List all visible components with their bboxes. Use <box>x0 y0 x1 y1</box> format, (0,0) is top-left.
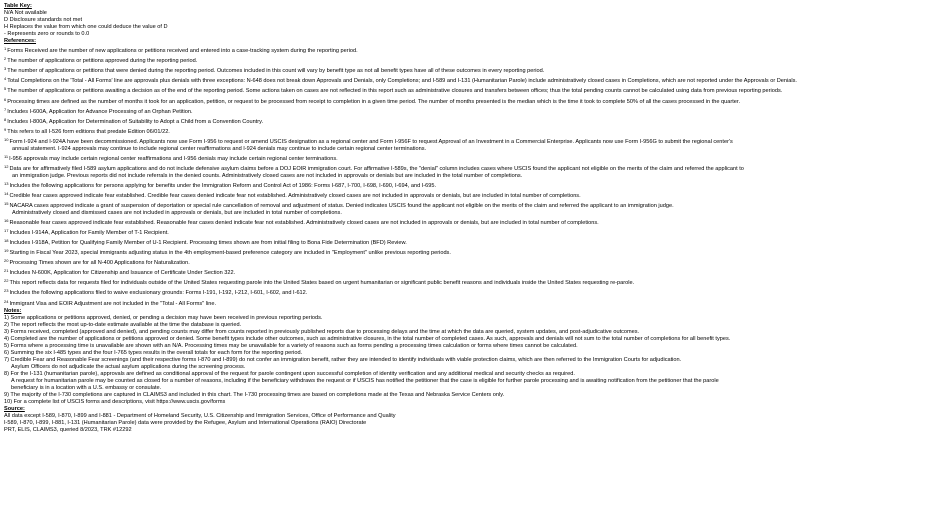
reference-text: Includes I-914A, Application for Family Member of T-1 Recipient. <box>9 230 169 237</box>
reference-item <box>4 298 932 308</box>
reference-number: 14 <box>4 190 9 196</box>
reference-number: 24 <box>4 298 9 304</box>
reference-number: 16 <box>4 218 9 224</box>
note-item: 7) Credible Fear and Reasonable Fear screenings (and their respective forms I-870 and I-899) do not confer an immigration benefit, rather they are intended to identify individuals with viable protection claims, which are then referred to the Immigration Courts for adjudication. <box>4 356 682 363</box>
reference-item <box>4 75 932 85</box>
reference-text: I-956 approvals may include certain regional center reaffirmations and I-956 denials may include certain regional center terminations. <box>9 155 338 162</box>
table-key-heading: Table Key: <box>4 3 32 9</box>
table-key-item: - Represents zero or rounds to 0.0 <box>4 31 90 38</box>
reference-item <box>4 277 932 287</box>
reference-text: Total Completions on the 'Total - All Forms' line are approvals plus denials with three exceptions: N-648 does not break down Approvals and Denials, only Completions; and I-589 and I-131 (Humanitarian Parole) include administratively closed cases in Completions, which are not reported under the Approvals or Denials. <box>7 78 797 85</box>
reference-item <box>4 200 932 210</box>
reference-text: Includes I-800A, Application for Determination of Suitability to Adopt a Child from a Convention Country. <box>7 118 264 125</box>
reference-text: Reasonable fear cases approved indicate fear established. Reasonable fear cases denied indicate fear not established. Administratively closed cases are not included in approvals or denials, but are included in total number of completions. <box>9 220 599 227</box>
reference-number: 11 <box>4 153 9 159</box>
reference-number: 7 <box>4 106 7 112</box>
note-item: 9) The majority of the I-730 completions are captured in CLAIMS3 and included in this chart. The I-730 processing times are based on completions made at the Texas and Nebraska Service Centers only. <box>4 392 505 399</box>
reference-number: 17 <box>4 228 9 234</box>
reference-number: 18 <box>4 238 9 244</box>
notes-heading: Notes: <box>4 307 22 314</box>
references-heading: References: <box>4 38 37 45</box>
reference-text: Starting in Fiscal Year 2023, special immigrants adjusting status in the 4th employment-based preference category are included in "Employment" unlike previous reporting periods. <box>9 250 451 257</box>
note-item: 3) Forms received, completed (approved and denied), and pending counts may differ from counts reported in previously published reports due to processing delays and the time at which the data are queried, system updates, and post-adjudicative outcomes. <box>4 328 640 335</box>
references-list <box>4 45 932 307</box>
note-item: 6) Summing the six I-485 types and the four I-765 types results in the overall totals for each form for the reporting period. <box>4 349 303 356</box>
reference-item <box>4 106 932 116</box>
reference-number: 22 <box>4 278 9 284</box>
reference-text: Includes the following applications for persons applying for benefits under the Immigration Reform and Control Act of 1986: Forms I-687, I-700, I-698, I-690, I-694, and I-695. <box>9 182 437 189</box>
table-key-item: H Replaces the value from which one could deduce the value of D <box>4 24 168 31</box>
reference-item <box>4 136 932 146</box>
note-item: 8) For the I-131 (humanitarian parole), approvals are defined as conditional approval of the request for parole contingent upon successful completion of identity verification and any additional medical and security checks as required. <box>4 370 575 377</box>
reference-item <box>4 267 932 277</box>
reference-continuation: annual statement. I-924 approvals may continue to include regional center reaffirmations and I-924 denials may continue to include certain regional center terminations. <box>12 145 427 152</box>
note-item: 4) Completed are the number of applications or petitions approved or denied. Some benefit types include other outcomes, such as administrative closures, in the total number of completed cases. As such, approvals and denials will not sum to the total number of completions for all benefit types. <box>4 335 731 342</box>
reference-item <box>4 247 932 257</box>
reference-number: 21 <box>4 268 9 274</box>
reference-number: 2 <box>4 56 7 62</box>
reference-text: The number of applications or petitions approved during the reporting period. <box>7 58 198 65</box>
reference-item <box>4 217 932 227</box>
note-continuation: A request for humanitarian parole may be counted as closed for a number of reasons, including if the beneficiary withdraws the request or if USCIS has notified the petitioner that the case is eligible for further parole processing and is awaiting notification from the petitioner that the parole <box>11 378 719 385</box>
table-key-item: D Disclosure standards not met <box>4 17 83 24</box>
reference-text: Includes the following applications filed to waive exclusionary grounds: Forms I-191, I-192, I-212, I-601, I-602, and I-612. <box>9 290 308 297</box>
source-line: All data except I-589, I-870, I-899 and I-881 - Department of Homeland Security, U.S. Citizenship and Immigration Services, Office of Performance and Quality <box>4 413 396 420</box>
reference-text: Data are for affirmatively filed I-589 asylum applications and do not include defensive asylum claims before a DOJ EOIR immigration court. For affirmative I-589s, the "denial" column includes cases where USCIS found the applicant not eligible on the merits of the claim and referred the applicant to <box>9 165 744 172</box>
reference-text: The number of applications or petitions that were denied during the reporting period. Outcomes included in this count will vary by benefit type as not all benefit types have all of these outcomes in every reporting period. <box>7 68 545 75</box>
reference-item <box>4 96 932 106</box>
reference-text: The number of applications or petitions awaiting a decision as of the end of the reporting period. Some actions taken on cases are not reflected in this report such as administrative closures and transfers between offices; thus the total pending counts cannot be calculated using data from previous reporting periods. <box>7 88 783 95</box>
table-key-section <box>4 3 932 38</box>
notes-list <box>4 315 932 407</box>
reference-item <box>4 227 932 237</box>
reference-item <box>4 180 932 190</box>
reference-number: 4 <box>4 76 7 82</box>
reference-item <box>4 126 932 136</box>
source-line: I-589, I-870, I-899, I-881, I-131 (Humanitarian Parole) data were provided by the Refugee, Asylum and International Operations (RAIO) Directorate <box>4 420 367 427</box>
reference-text: Immigrant Visa and EOIR Adjustment are not included in the "Total - All Forms" line. <box>9 300 217 307</box>
note-item: 5) Forms where a processing time is unavailable are shown with an N/A. Processing times may be unavailable for a variety of reasons such as forms pending a processing times calculation or forms where times cannot be calculated. <box>4 342 578 349</box>
reference-number: 9 <box>4 126 7 132</box>
reference-number: 8 <box>4 116 7 122</box>
reference-item <box>4 163 932 173</box>
reference-text: Credible fear cases approved indicate fear established. Credible fear cases denied indicate fear not established. Administratively closed cases are not included in approvals or denials, but are included in total number of completions. <box>9 192 581 199</box>
reference-number: 1 <box>4 46 7 52</box>
reference-number: 23 <box>4 288 9 294</box>
reference-item <box>4 153 932 163</box>
reference-item <box>4 190 932 200</box>
reference-continuation: an immigration judge. Previous reports did not include referrals in the denied counts. Administratively closed cases are not included in approvals or denials but are included in the total number of completions. <box>12 172 523 179</box>
reference-text: NACARA cases approved indicate a grant of suspension of deportation or special rule cancellation of removal and adjustment of status. Denied indicates USCIS found the applicant not eligible on the merits of the claim and referred the applicant to an immigration judge. <box>9 203 674 210</box>
reference-number: 3 <box>4 66 7 72</box>
source-line: PRT, ELIS, CLAIMS3, queried 8/2023, TRK #12292 <box>4 427 132 434</box>
note-item: 10) For a complete list of USCIS forms and descriptions, visit https://www.uscis.gov/forms <box>4 399 226 406</box>
note-item: 1) Some applications or petitions approved, denied, or pending a decision may have been received in previous reporting periods. <box>4 314 323 321</box>
reference-text: Includes N-600K, Application for Citizenship and Issuance of Certificate Under Section 322. <box>9 270 236 277</box>
note-continuation: beneficiary is in a location with a U.S. embassy or consulate. <box>11 385 162 392</box>
reference-text: This report reflects data for requests filed for individuals outside of the United States requesting parole into the United States based on urgent humanitarian or significant public benefit reasons and individuals inside the United States requesting re-parole. <box>9 280 635 287</box>
references-section <box>4 38 932 307</box>
reference-text: Includes I-600A, Application for Advance Processing of an Orphan Petition. <box>7 108 193 115</box>
note-continuation: Asylum Officers do not adjudicate the actual asylum applications during the screening process. <box>11 363 246 370</box>
reference-item <box>4 65 932 75</box>
reference-item <box>4 237 932 247</box>
reference-text: Forms Received are the number of new applications or petitions received and entered into a case-tracking system during the reporting period. <box>7 48 358 55</box>
reference-number: 13 <box>4 180 9 186</box>
reference-text: Processing times are defined as the number of months it took for an application, petition, or request to be processed from receipt to completion in a given time period. The number of months presented is the median which is the time it took to complete 50% of all the cases processed in the quarter. <box>7 98 740 105</box>
reference-number: 12 <box>4 163 9 169</box>
table-key-item: N/A Not available <box>4 10 47 17</box>
reference-text: Form I-924 and I-924A have been decommissioned. Applicants now use Form I-956 to request or amend USCIS designation as a regional center and Form I-956F to request Approval of an Investment in a Commercial Enterprise. Applicants now use Form I-956G to submit the regional center's <box>9 138 733 145</box>
reference-number: 19 <box>4 248 9 254</box>
reference-number: 15 <box>4 201 9 207</box>
reference-item <box>4 55 932 65</box>
reference-item <box>4 257 932 267</box>
reference-item <box>4 287 932 297</box>
reference-continuation: Administratively closed and dismissed cases are not included in approvals or denials, but are included in total number of completions. <box>12 210 342 217</box>
reference-text: Processing Times shown are for all N-400 Applications for Naturalization. <box>9 260 190 267</box>
reference-item <box>4 116 932 126</box>
reference-number: 10 <box>4 136 9 142</box>
reference-number: 5 <box>4 86 7 92</box>
reference-text: Includes I-918A, Petition for Qualifying Family Member of U-1 Recipient. Processing times shown are from initial filing to Bona Fide Determination (BFD) Review. <box>9 240 407 247</box>
reference-number: 6 <box>4 96 7 102</box>
reference-item <box>4 85 932 95</box>
notes-section <box>4 308 932 407</box>
reference-text: This refers to all I-526 form editions that predate Edition 06/01/22. <box>7 128 170 135</box>
reference-item <box>4 45 932 55</box>
source-section <box>4 406 932 434</box>
source-heading: Source: <box>4 406 25 413</box>
note-item: 2) The report reflects the most up-to-date estimate available at the time the database is queried. <box>4 321 242 328</box>
reference-number: 20 <box>4 258 9 264</box>
